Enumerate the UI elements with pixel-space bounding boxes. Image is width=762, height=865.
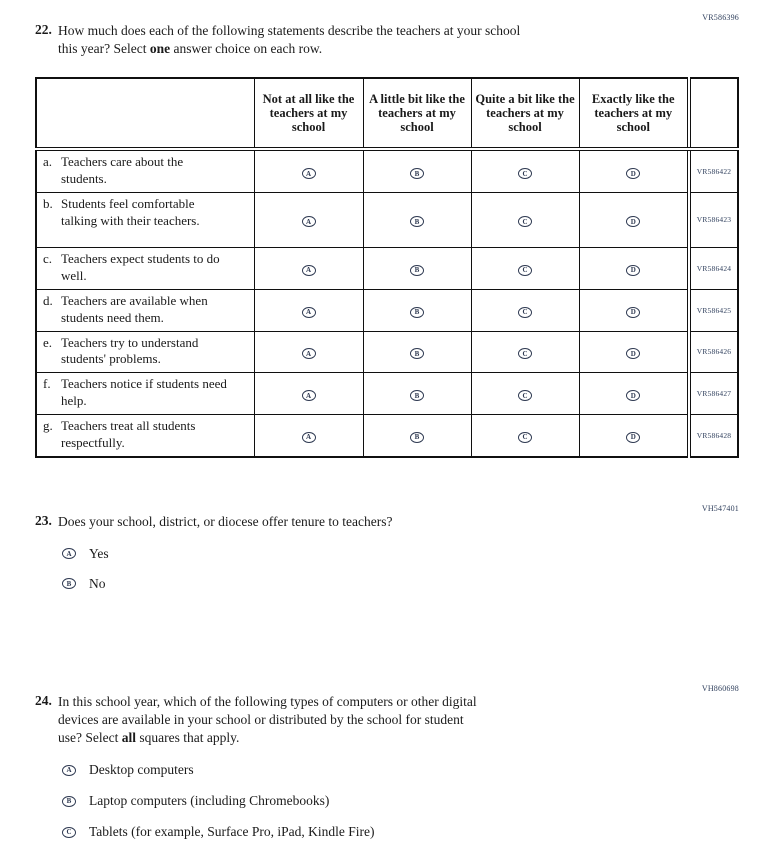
column-header-exactly-like: Exactly like the teachers at my school [579, 78, 689, 149]
statement-letter: b. [43, 195, 53, 211]
answer-cell [471, 149, 579, 192]
statement-cell [36, 331, 254, 373]
option-bubble-b[interactable]: B [62, 578, 76, 589]
option-label: No [89, 575, 106, 591]
question-23-options [62, 546, 762, 592]
q22-prompt-bold: one [149, 41, 171, 57]
accession-code-q22: VR586396 [702, 13, 739, 22]
option-label: Desktop computers [89, 762, 194, 778]
question-24 [35, 693, 762, 747]
answer-cell [471, 373, 579, 415]
statement-cell [36, 289, 254, 331]
q24-prompt-line2: devices are available in your school or distributed by the school for student [58, 712, 464, 727]
row-accession-code: VR586428 [689, 415, 738, 457]
answer-bubble-b[interactable]: B [410, 307, 424, 318]
option-label: Laptop computers (including Chromebooks) [89, 793, 330, 809]
table-row [36, 415, 738, 457]
answer-bubble-b[interactable]: B [410, 168, 424, 179]
answer-cell [254, 415, 363, 457]
option-bubble-b[interactable]: B [62, 796, 76, 807]
option-label: Yes [89, 545, 109, 561]
option-row [62, 762, 762, 778]
table-header-row [36, 78, 738, 149]
answer-cell [363, 289, 471, 331]
answer-cell [471, 247, 579, 289]
answer-bubble-c[interactable]: C [518, 168, 532, 179]
statement-cell [36, 247, 254, 289]
accession-code-q24: VH860698 [701, 683, 739, 693]
table-row [36, 289, 738, 331]
option-bubble-c[interactable]: C [62, 827, 76, 838]
q24-prompt-bold: all [121, 730, 136, 746]
answer-bubble-a[interactable]: A [302, 390, 316, 401]
row-accession-code: VR586422 [689, 149, 738, 192]
answer-bubble-d[interactable]: D [626, 307, 640, 318]
table-row [36, 192, 738, 247]
question-22-prompt [58, 22, 520, 58]
answer-cell [471, 331, 579, 373]
answer-bubble-b[interactable]: B [410, 265, 424, 276]
table-row [36, 247, 738, 289]
option-bubble-a[interactable]: A [62, 548, 76, 559]
answer-cell [363, 331, 471, 373]
answer-bubble-c[interactable]: C [518, 216, 532, 227]
option-label: Tablets (for example, Surface Pro, iPad, Kindle Fire) [89, 824, 375, 840]
answer-cell [254, 149, 363, 192]
answer-cell [579, 373, 689, 415]
question-23-prompt: Does your school, district, or diocese offer tenure to teachers? [58, 513, 393, 529]
statements-table-body [36, 149, 738, 457]
answer-bubble-b[interactable]: B [410, 432, 424, 443]
answer-bubble-c[interactable]: C [518, 390, 532, 401]
question-23-number: 23. [35, 512, 52, 528]
statement-letter: f. [43, 376, 51, 392]
option-row [62, 824, 762, 840]
question-22-number: 22. [35, 22, 52, 37]
answer-bubble-a[interactable]: A [302, 168, 316, 179]
statement-letter: e. [43, 334, 53, 350]
corner-cell [36, 78, 254, 149]
column-header-quite-a-bit: Quite a bit like the teachers at my school [471, 78, 579, 149]
statement-cell [36, 415, 254, 457]
statement-text: Teachers care about the students. [61, 154, 184, 187]
option-row [62, 546, 762, 562]
answer-cell [363, 247, 471, 289]
answer-cell [363, 415, 471, 457]
question-24-options [62, 762, 762, 840]
answer-cell [471, 289, 579, 331]
statement-text: Teachers try to understand students' problems. [61, 334, 199, 367]
answer-bubble-a[interactable]: A [302, 216, 316, 227]
answer-cell [363, 373, 471, 415]
answer-cell [579, 289, 689, 331]
answer-bubble-b[interactable]: B [410, 216, 424, 227]
accession-code-q23: VH547401 [701, 503, 739, 513]
row-accession-code: VR586424 [689, 247, 738, 289]
statement-letter: c. [43, 250, 53, 266]
statement-cell [36, 192, 254, 247]
answer-bubble-d[interactable]: D [626, 265, 640, 276]
statement-letter: a. [43, 154, 53, 170]
question-22 [35, 22, 762, 58]
statement-text: Teachers treat all students respectfully. [61, 418, 196, 450]
answer-cell [579, 192, 689, 247]
q24-prompt-line3a: use? Select [58, 730, 122, 746]
answer-cell [254, 373, 363, 415]
answer-bubble-a[interactable]: A [302, 307, 316, 318]
option-row [62, 576, 762, 592]
answer-cell [363, 192, 471, 247]
statements-table [35, 77, 739, 458]
answer-bubble-c[interactable]: C [518, 348, 532, 359]
answer-cell [254, 289, 363, 331]
row-accession-code: VR586427 [689, 373, 738, 415]
row-accession-code: VR586426 [689, 331, 738, 373]
table-row [36, 149, 738, 192]
column-header-little-bit: A little bit like the teachers at my school [363, 78, 471, 149]
answer-cell [254, 192, 363, 247]
q24-prompt-line1: In this school year, which of the following types of computers or other digital [58, 693, 477, 709]
option-bubble-a[interactable]: A [62, 765, 76, 776]
row-accession-code: VR586423 [689, 192, 738, 247]
answer-bubble-a[interactable]: A [302, 265, 316, 276]
q22-prompt-line1: How much does each of the following statements describe the teachers at your school [58, 23, 521, 38]
answer-cell [471, 192, 579, 247]
answer-bubble-a[interactable]: A [302, 432, 316, 443]
answer-cell [363, 149, 471, 192]
answer-cell [254, 247, 363, 289]
answer-bubble-d[interactable]: D [626, 348, 640, 359]
answer-cell [579, 331, 689, 373]
answer-cell [254, 331, 363, 373]
statement-text: Students feel comfortable talking with their teachers. [61, 195, 200, 228]
answer-bubble-c[interactable]: C [518, 432, 532, 443]
answer-cell [579, 149, 689, 192]
statement-letter: d. [43, 292, 53, 308]
answer-bubble-b[interactable]: B [410, 348, 424, 359]
answer-cell [471, 415, 579, 457]
statement-cell [36, 373, 254, 415]
answer-cell [579, 247, 689, 289]
column-header-not-at-all: Not at all like the teachers at my school [254, 78, 363, 149]
question-24-number: 24. [35, 692, 52, 708]
q22-prompt-line2a: this year? Select [58, 41, 150, 57]
option-row [62, 793, 762, 809]
answer-bubble-a[interactable]: A [302, 348, 316, 359]
row-accession-code: VR586425 [689, 289, 738, 331]
answer-bubble-d[interactable]: D [626, 390, 640, 401]
question-24-prompt [58, 693, 477, 747]
statement-text: Teachers expect students to do well. [61, 250, 220, 283]
code-column-header [689, 78, 738, 149]
table-row [36, 331, 738, 373]
answer-bubble-d[interactable]: D [626, 432, 640, 443]
statement-letter: g. [43, 418, 53, 434]
answer-cell [579, 415, 689, 457]
q24-prompt-line3b: squares that apply. [136, 730, 240, 746]
answer-bubble-b[interactable]: B [410, 390, 424, 401]
answer-bubble-d[interactable]: D [626, 168, 640, 179]
answer-bubble-d[interactable]: D [626, 216, 640, 227]
question-23 [35, 513, 762, 531]
answer-bubble-c[interactable]: C [518, 307, 532, 318]
statement-text: Teachers notice if students need help. [61, 376, 227, 409]
answer-bubble-c[interactable]: C [518, 265, 532, 276]
statement-cell [36, 149, 254, 192]
statement-text: Teachers are available when students need them. [61, 292, 208, 325]
q22-prompt-line2b: answer choice on each row. [170, 41, 323, 57]
table-row [36, 373, 738, 415]
